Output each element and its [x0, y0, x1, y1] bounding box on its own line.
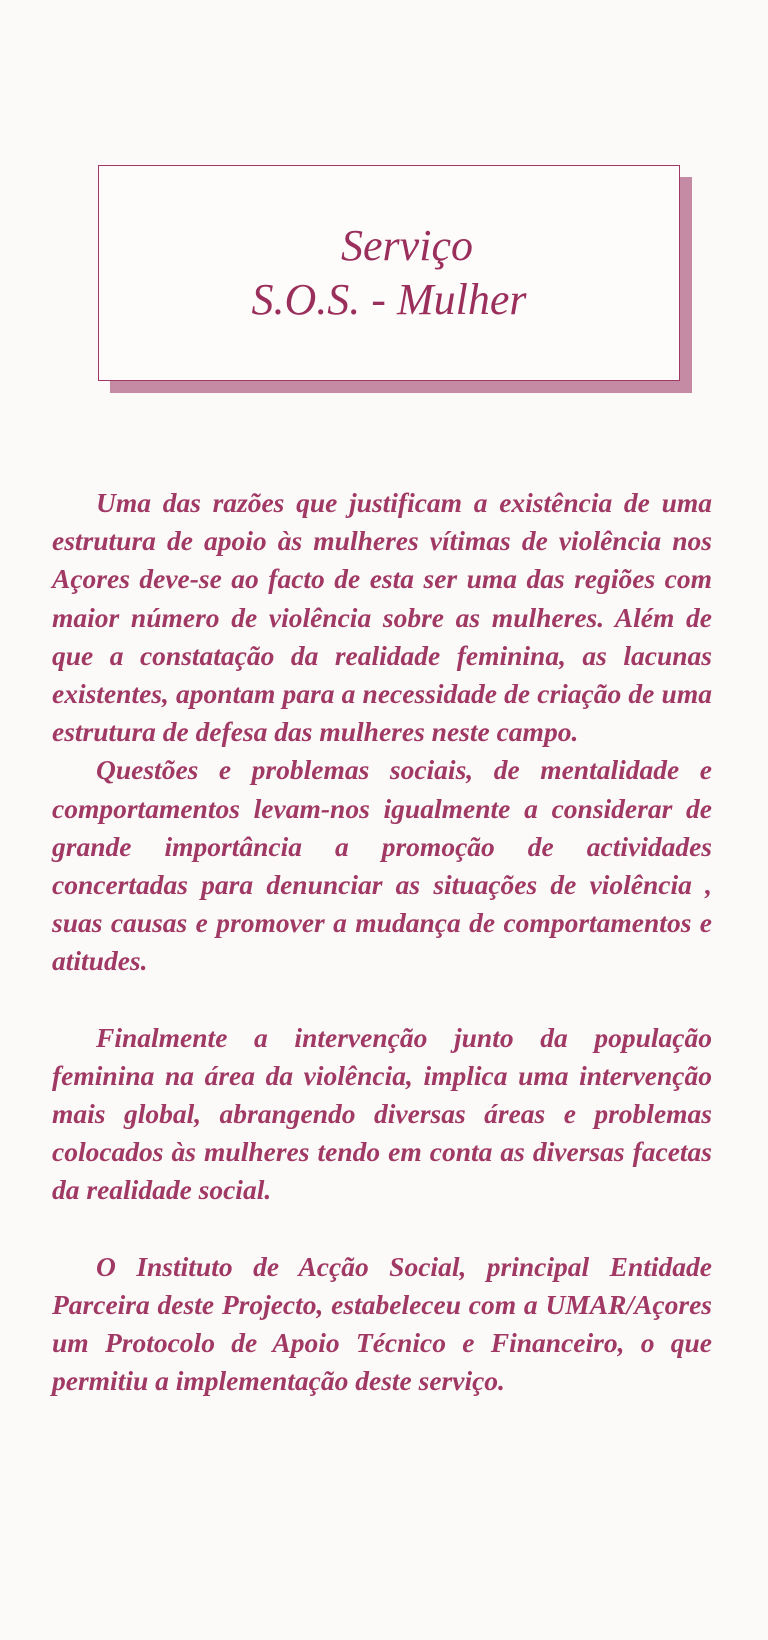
paragraph-1: Uma das razões que justificam a existência de uma estrutura de apoio às mulheres vítimas de violência nos Açores deve-se ao facto de esta ser uma das regiões com maior número de violência sobre as mulheres. Além de que a constatação da realidade feminina, as lacunas existentes, apontam para a necessidade de criação de uma estrutura de defesa das mulheres neste campo. [52, 487, 712, 748]
paragraph-3: Finalmente a intervenção junto da população feminina na área da violência, implica uma intervenção mais global, abrangendo diversas áreas e problemas colocados às mulheres tendo em conta as diversas facetas da realidade social. [52, 1021, 712, 1206]
paragraph-4: O Instituto de Acção Social, principal Entidade Parceira deste Projecto, estabeleceu com a UMAR/Açores um Protocolo de Apoio Técnico e Financeiro, o que permitiu a implementação deste serviço. [52, 1250, 712, 1397]
title-box [98, 165, 680, 381]
body-text [52, 484, 712, 1400]
title-line-sos-mulher: S.O.S. - Mulher [251, 275, 527, 324]
title-line-service: Serviço [341, 221, 473, 270]
paragraph-2: Questões e problemas sociais, de mentalidade e comportamentos levam-nos igualmente a considerar de grande importância a promoção de actividades concertadas para denunciar as situações de violência , suas causas e promover a mudança de comportamentos e atitudes. [52, 754, 712, 977]
